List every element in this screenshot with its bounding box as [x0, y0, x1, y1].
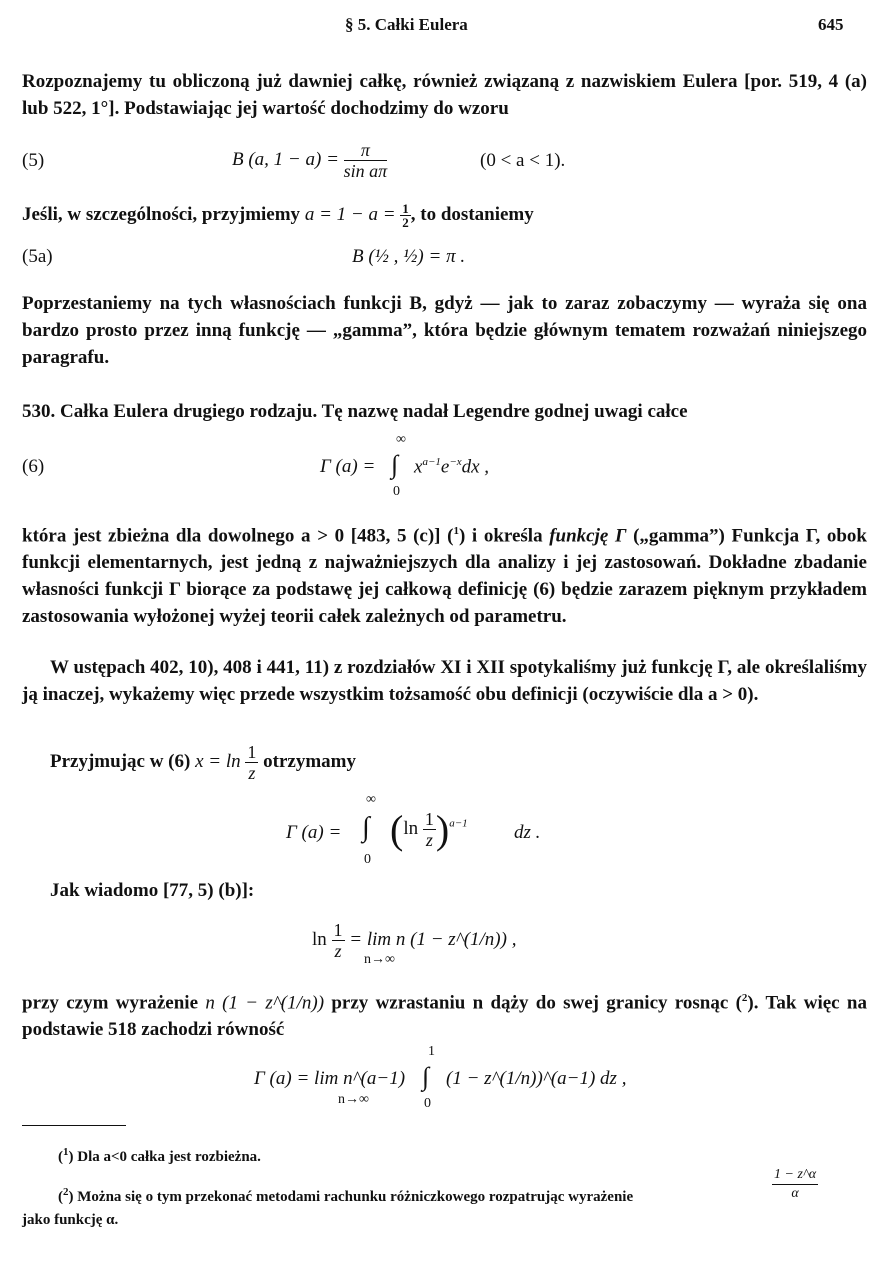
- eq6-integral-sign: ∫: [391, 450, 399, 479]
- paragraph-gamma-intro: Poprzestaniemy na tych własnościach funkcji B, gdyż — jak to zaraz zobaczymy — wyraża się ona bardzo prosto przez inną funkcję — „gamma”, która będzie głównym tematem rozważań niniejszego paragrafu.: [22, 293, 867, 368]
- footnote-1: ($^1$) Dla a<0 całka jest rozbieżna.: [58, 1146, 261, 1165]
- running-header: § 5. Całki Eulera: [345, 15, 468, 34]
- paragraph-substitution: Przyjmując w (6) x = ln $\frac{1}{z}$ otrzymamy: [50, 742, 356, 783]
- eq-final-lower: 0: [424, 1096, 431, 1111]
- eq-gamma-ln-body: (ln $\frac{1}{z}$ )$^{a-1}$: [390, 807, 468, 852]
- footnote-rule: [22, 1125, 126, 1126]
- inline-equation-a: a = 1 − a =: [304, 204, 396, 225]
- equation-5: [232, 140, 387, 181]
- paragraph-known-limit: Jak wiadomo [77, 5) (b)]:: [50, 880, 255, 901]
- substitution-lhs: x = ln: [195, 750, 241, 772]
- section-title: 530. Całka Eulera drugiego rodzaju.: [22, 401, 318, 422]
- equation-label-5: (5): [22, 150, 45, 171]
- footnote-ref-1[interactable]: 1: [453, 525, 459, 537]
- eq-limit-subscript: n→∞: [364, 952, 395, 967]
- paragraph-monotone: przy czym wyrażenie n (1 − z^(1/n)) przy wzrastaniu n dąży do swej granicy rosnąc ($^2$). Tak więc na podstawie 518 zachodzi równość: [22, 992, 867, 1041]
- eq6-lhs: Γ (a) =: [320, 456, 376, 477]
- eq-gamma-ln-lower: 0: [364, 852, 371, 867]
- footnote-2-fraction: $\frac{1 - z\^{}\alpha}{\alpha}$: [774, 1167, 817, 1201]
- section-530-heading: 530. Całka Eulera drugiego rodzaju. Tę nazwę nadał Legendre godnej uwagi całce: [22, 401, 688, 422]
- eq-final-subscript: n→∞: [338, 1092, 369, 1107]
- eq6-lower-limit: 0: [393, 484, 400, 499]
- eq-final-lhs: Γ (a) = lim n^(a−1): [254, 1068, 406, 1089]
- eq-limit: ln $\frac{1}{z}$ = lim n (1 − z^(1/n)) ,: [312, 920, 517, 961]
- eq-gamma-ln-upper: ∞: [366, 792, 376, 807]
- equation-label-6: (6): [22, 456, 45, 477]
- eq-gamma-ln-lhs: Γ (a) =: [286, 822, 342, 843]
- eq6-integrand: $x^{a-1}e^{-x}dx$ ,: [414, 456, 490, 478]
- equation-label-5a: (5a): [22, 246, 53, 267]
- paragraph-gamma-definition: która jest zbieżna dla dowolnego a > 0 [483, 5 (c)] ($^1$) i określa funkcję Γ („gamma”) Funkcja Γ, obok funkcji elementarnych, jest jedną z najważniejszych dla analizy i jej zastosowań. Dokładne zbadanie własności funkcji Γ biorące za podstawę jej całkową definicję (6) będzie zarazem pięknym przykładem zastosowania wyłożonej wyżej teorii całek zależnych od parametru.: [22, 525, 867, 628]
- substitution-fraction: $\frac{1}{z}$: [247, 742, 257, 783]
- eq-final-upper: 1: [428, 1044, 435, 1059]
- eq-final-integral-sign: ∫: [422, 1062, 430, 1091]
- eq5-fraction: $\frac{\pi}{\text{sin aπ}}$: [343, 140, 388, 181]
- eq5-condition: (0 < a < 1).: [480, 150, 566, 171]
- equation-5a: B (½ , ½) = π .: [352, 246, 466, 267]
- eq6-upper-limit: ∞: [396, 432, 406, 447]
- inline-half-fraction: $\frac{1}{2}$: [402, 201, 409, 231]
- eq-final-integrand: (1 − z^(1/n))^(a−1) dz ,: [446, 1068, 627, 1089]
- page-number: 645: [818, 15, 844, 34]
- eq-gamma-ln-integral-sign: ∫: [362, 812, 370, 843]
- footnote-2-continuation: jako funkcję α.: [22, 1212, 119, 1228]
- paragraph-intro: Rozpoznajemy tu obliczoną już dawniej całkę, również związaną z nazwiskiem Eulera [por. 519, 4 (a) lub 522, 1°]. Podstawiając jej wartość dochodzimy do wzoru: [22, 71, 867, 119]
- paragraph-special-case: Jeśli, w szczególności, przyjmiemy a = 1 − a = $\frac{1}{2}$ , to dostaniemy: [22, 201, 534, 231]
- footnote-ref-2[interactable]: 2: [741, 992, 748, 1004]
- eq5-lhs: B (a, 1 − a) =: [232, 148, 339, 170]
- eq-gamma-ln-tail: dz .: [514, 822, 541, 843]
- footnote-2: ($^2$) Można się o tym przekonać metodami rachunku różniczkowego rozpatrując wyrażenie: [58, 1186, 634, 1205]
- paragraph-earlier-definitions: W ustępach 402, 10), 408 i 441, 11) z rozdziałów XI i XII spotykaliśmy już funkcję Γ, ale określaliśmy ją inaczej, wykażemy więc przede wszystkim tożsamość obu definicji (oczywiście dla a > 0).: [22, 657, 867, 705]
